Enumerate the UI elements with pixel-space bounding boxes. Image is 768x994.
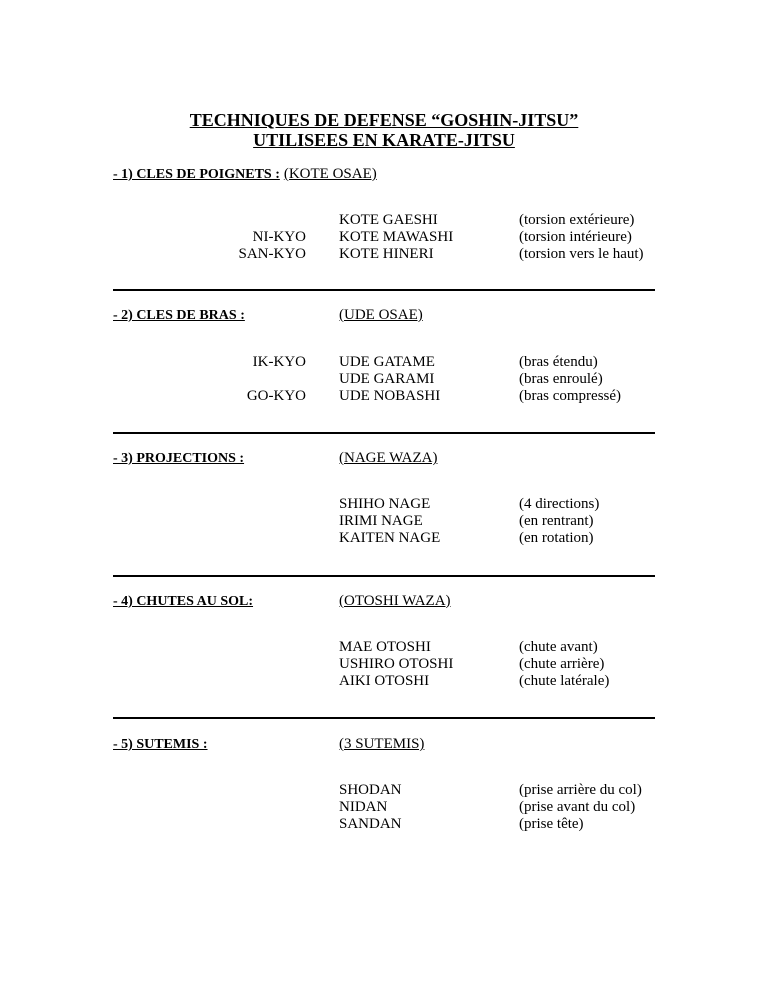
section-2-heading: - 2) CLES DE BRAS : (113, 308, 245, 323)
section-5-heading: - 5) SUTEMIS : (113, 737, 208, 752)
section-5-techniques (339, 782, 402, 833)
technique-name: NIDAN (339, 799, 388, 815)
section-4-techniques (339, 639, 453, 690)
section-divider (113, 289, 655, 291)
left-label: IK-KYO (252, 354, 306, 370)
technique-description: (bras compressé) (519, 388, 622, 404)
section-divider (113, 432, 655, 434)
section-3-heading: - 3) PROJECTIONS : (113, 451, 245, 466)
section-1-heading (113, 166, 377, 183)
section-4-subtitle: (OTOSHI WAZA) (339, 593, 451, 609)
section-2-techniques (339, 354, 440, 405)
section-1-heading-text: - 1) CLES DE POIGNETS : (113, 167, 280, 182)
technique-description: (torsion vers le haut) (519, 246, 644, 262)
section-2-descriptions (519, 354, 621, 405)
technique-name: KAITEN NAGE (339, 530, 441, 546)
technique-description: (chute latérale) (519, 673, 610, 689)
technique-name: UDE GATAME (339, 354, 435, 370)
section-3-techniques (339, 496, 440, 547)
technique-description: (chute avant) (519, 639, 598, 655)
left-label: SAN-KYO (238, 246, 306, 262)
technique-name: USHIRO OTOSHI (339, 656, 454, 672)
section-5-subtitle: (3 SUTEMIS) (339, 736, 425, 752)
technique-description: (chute arrière) (519, 656, 605, 672)
technique-name: KOTE GAESHI (339, 212, 438, 228)
left-label: GO-KYO (246, 388, 306, 404)
section-1-techniques (339, 212, 453, 263)
section-3-descriptions (519, 496, 599, 547)
technique-name: UDE GARAMI (339, 371, 435, 387)
technique-description: (torsion intérieure) (519, 229, 632, 245)
technique-description: (torsion extérieure) (519, 212, 635, 228)
technique-description: (bras enroulé) (519, 371, 603, 387)
technique-description: (prise tête) (519, 816, 584, 832)
technique-name: AIKI OTOSHI (339, 673, 430, 689)
section-4-heading: - 4) CHUTES AU SOL: (113, 594, 254, 609)
section-3-subtitle: (NAGE WAZA) (339, 450, 438, 466)
section-5-descriptions (519, 782, 642, 833)
technique-name: MAE OTOSHI (339, 639, 431, 655)
technique-description: (en rentrant) (519, 513, 594, 529)
left-label: NI-KYO (252, 229, 306, 245)
left-label (239, 212, 307, 229)
technique-description: (bras étendu) (519, 354, 598, 370)
technique-name: UDE NOBASHI (339, 388, 441, 404)
technique-name: SANDAN (339, 816, 402, 832)
section-divider (113, 575, 655, 577)
technique-name: IRIMI NAGE (339, 513, 423, 529)
technique-description: (prise avant du col) (519, 799, 636, 815)
technique-description: (4 directions) (519, 496, 600, 512)
technique-name: SHIHO NAGE (339, 496, 431, 512)
section-1-left-column (239, 212, 307, 263)
document-title-line-2: UTILISEES EN KARATE-JITSU (253, 130, 515, 150)
document-title-line-1: TECHNIQUES DE DEFENSE “GOSHIN-JITSU” (189, 110, 579, 130)
section-1-subtitle: (KOTE OSAE) (283, 166, 377, 182)
section-2-subtitle: (UDE OSAE) (339, 307, 423, 323)
section-1-descriptions (519, 212, 644, 263)
left-label (247, 371, 306, 388)
section-2-left-column (247, 354, 306, 405)
technique-description: (prise arrière du col) (519, 782, 642, 798)
technique-name: KOTE HINERI (339, 246, 434, 262)
technique-description: (en rotation) (519, 530, 594, 546)
technique-name: SHODAN (339, 782, 402, 798)
section-4-descriptions (519, 639, 609, 690)
technique-name: KOTE MAWASHI (339, 229, 454, 245)
section-divider (113, 717, 655, 719)
